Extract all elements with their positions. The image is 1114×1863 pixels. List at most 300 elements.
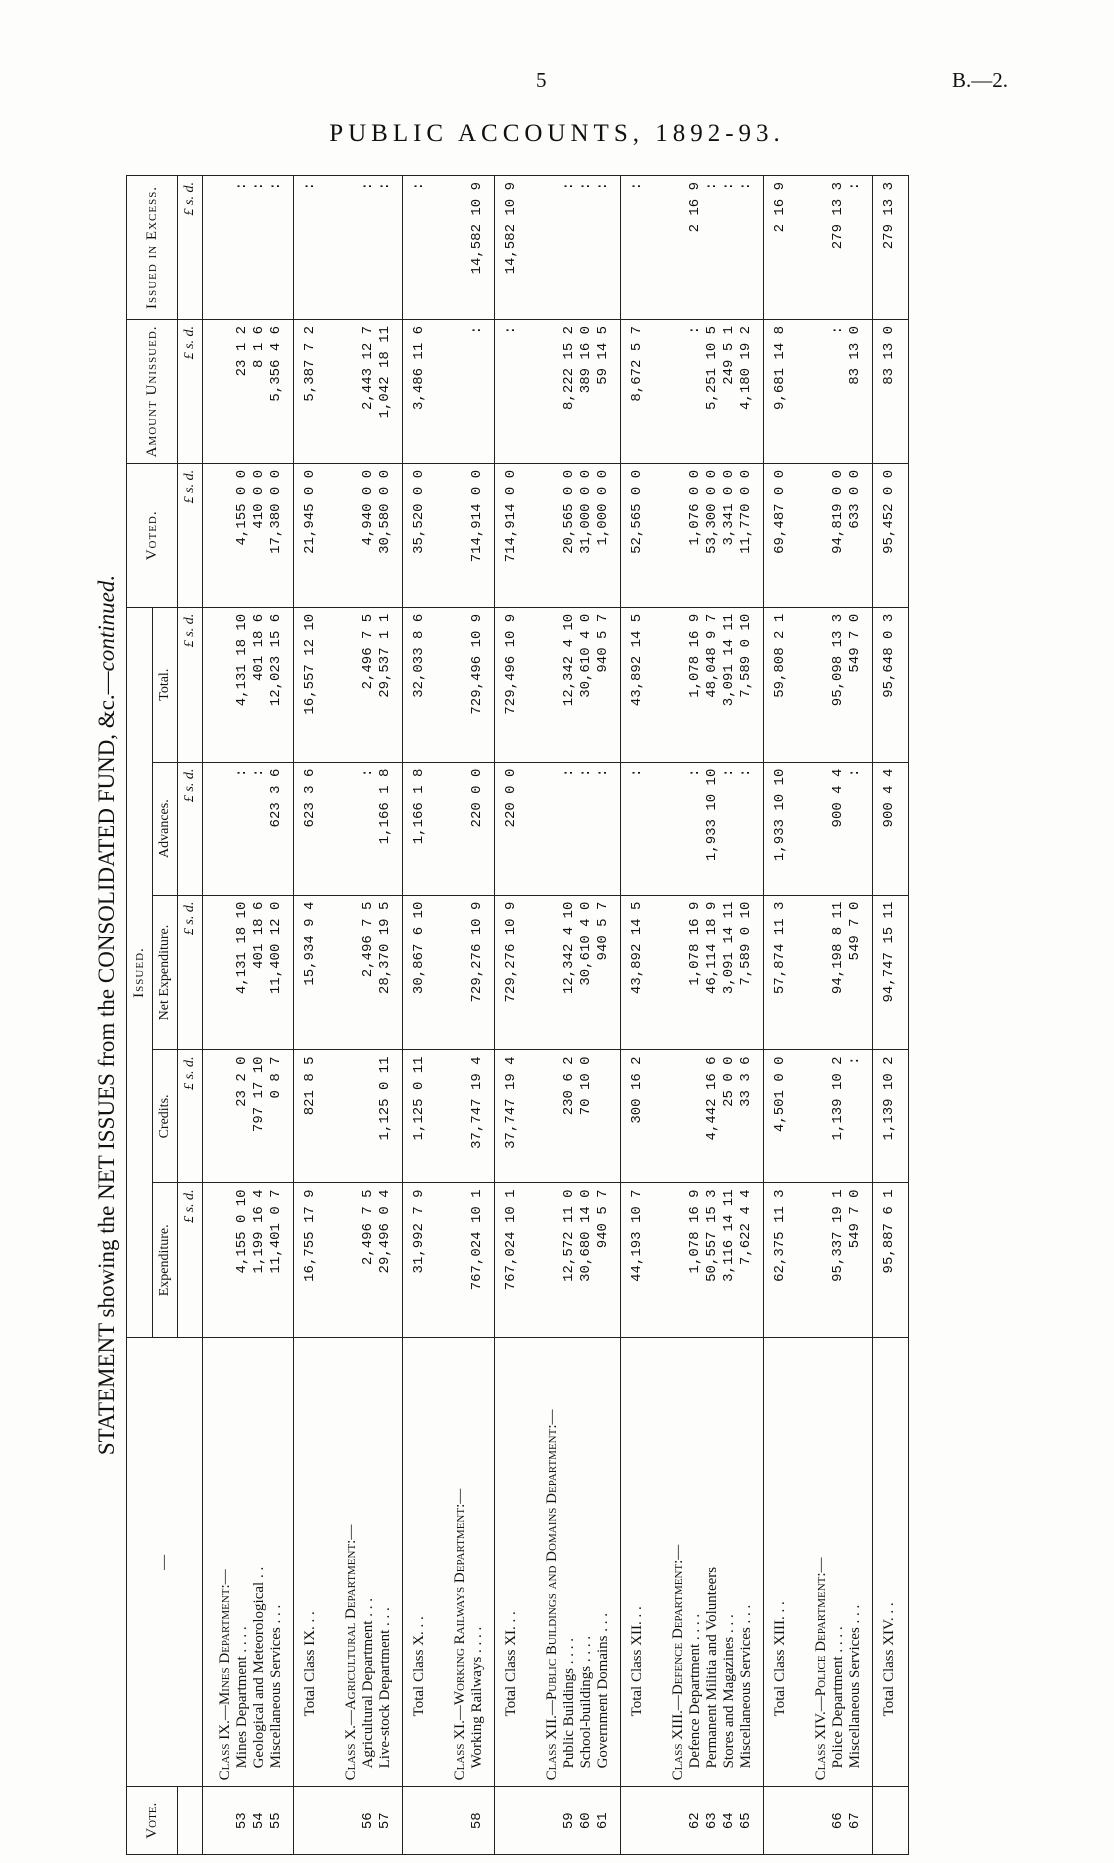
voted-total: 35,520 0 0 [403, 463, 439, 607]
class-section-row [656, 176, 764, 1855]
expenditure-value: 29,496 0 4 [377, 1189, 393, 1274]
total-value: 30,610 4 0 [578, 613, 594, 698]
expenditure-value: 940 5 7 [595, 1189, 611, 1249]
item-label: Government Domains . . . [595, 1613, 611, 1769]
total-value: 4,131 18 10 [234, 613, 250, 707]
item-label: School-buildings . . . . [578, 1635, 594, 1769]
net-cell [438, 895, 495, 1050]
class-total-label: Total Class XIV. . . [873, 1338, 909, 1787]
cell-spacer [813, 470, 830, 601]
cell-spacer [343, 1189, 360, 1331]
expenditure-value: 7,622 4 4 [738, 1189, 754, 1266]
class-section-row [438, 176, 495, 1855]
net-value: 940 5 7 [595, 901, 611, 961]
net-total: 30,867 6 10 [403, 895, 439, 1050]
credits-value: 23 2 0 [234, 1056, 250, 1107]
document-code: B.—2. [951, 68, 1008, 92]
advances-total: 900 4 4 [873, 762, 909, 895]
excess-value: : [268, 182, 284, 191]
credits-value [595, 1056, 612, 1176]
cell-spacer [343, 1056, 360, 1176]
voted-value: 410 0 0 [251, 469, 267, 529]
voted-total: 714,914 0 0 [495, 463, 531, 607]
item-label: Public Buildings . . . . [561, 1637, 577, 1769]
advances-total: 1,166 1 8 [403, 762, 439, 895]
excess-value: : [704, 182, 720, 191]
expenditure-value: 549 7 0 [847, 1189, 863, 1249]
cell-spacer [452, 470, 469, 601]
statement-title [88, 175, 126, 1855]
item-label: Working Railways . . . . [469, 1626, 485, 1769]
vote-number: 60 [578, 1812, 594, 1830]
credits-total: 4,501 0 0 [764, 1050, 800, 1183]
class-title: Class XIV.—Police Department:— [813, 1557, 829, 1781]
class-title: Class X.—Agricultural Department:— [343, 1524, 359, 1781]
item-label: Stores and Magazines . . . [721, 1614, 737, 1769]
units-total: £ s. d. [178, 607, 203, 762]
cell-spacer [813, 1189, 830, 1331]
excess-total: 14,582 10 9 [495, 176, 531, 320]
unissued-total: 83 13 0 [873, 319, 909, 463]
class-section-row [203, 176, 294, 1855]
advances-header: Advances. [153, 762, 178, 895]
voted-total: 69,487 0 0 [764, 463, 800, 607]
cell-spacer [670, 1056, 687, 1176]
item-label: Mines Department . . . . [234, 1626, 250, 1769]
net-value: 46,114 18 9 [704, 901, 720, 995]
vote-numbers [329, 1787, 403, 1855]
expenditure-total: 31,992 7 9 [403, 1183, 439, 1338]
excess-value: 2 16 9 [687, 182, 703, 233]
advances-value: : [251, 768, 267, 778]
voted-cell [656, 463, 764, 607]
unissued-total: 8,672 5 7 [621, 319, 657, 463]
cell-spacer [217, 182, 234, 313]
vote-spacer [343, 1793, 360, 1848]
cell-spacer [813, 614, 830, 756]
net-value: 94,198 8 11 [830, 901, 846, 995]
cell-spacer [217, 1189, 234, 1331]
class-total-label: Total Class XII. . . [621, 1338, 657, 1787]
item-label: Live-stock Department . . . [377, 1607, 393, 1769]
total-header: Total. [153, 607, 178, 762]
net-value: 12,342 4 10 [561, 901, 577, 995]
units-credits: £ s. d. [178, 1050, 203, 1183]
expenditure-total: 62,375 11 3 [764, 1183, 800, 1338]
description-header: — [127, 1338, 203, 1787]
vote-numbers [203, 1787, 294, 1855]
credits-value: 797 17 10 [251, 1056, 267, 1133]
advances-cell [530, 762, 621, 895]
voted-value: 714,914 0 0 [469, 469, 485, 563]
total-value: 95,098 13 3 [830, 613, 846, 707]
expenditure-total: 16,755 17 9 [294, 1183, 330, 1338]
advances-cell [203, 762, 294, 895]
vote-number: 57 [377, 1812, 393, 1830]
cell-spacer [813, 902, 830, 1044]
credits-value: 0 8 7 [268, 1056, 284, 1099]
excess-total: : [403, 176, 439, 320]
cell-spacer [544, 326, 561, 457]
advances-total: 623 3 6 [294, 762, 330, 895]
net-value: 549 7 0 [847, 901, 863, 961]
voted-value: 1,076 0 0 [687, 469, 703, 546]
vote-number: 54 [251, 1812, 267, 1830]
class-total-label: Total Class XIII. . . [764, 1338, 800, 1787]
voted-cell [530, 463, 621, 607]
unissued-total: 9,681 14 8 [764, 319, 800, 463]
class-total-row [621, 176, 657, 1855]
unissued-cell [203, 319, 294, 463]
excess-value: : [360, 182, 376, 191]
credits-value: 4,442 16 6 [704, 1056, 720, 1141]
net-value: 4,131 18 10 [234, 901, 250, 995]
vote-number: 61 [595, 1812, 611, 1830]
net-cell [799, 895, 873, 1050]
excess-value: : [234, 182, 250, 191]
excess-cell [799, 176, 873, 320]
net-total: 15,934 9 4 [294, 895, 330, 1050]
vote-number: 62 [687, 1812, 703, 1830]
unissued-value: 5,251 10 5 [704, 325, 720, 410]
total-vote-blank [294, 1787, 330, 1855]
vote-number: 65 [738, 1812, 754, 1830]
vote-number: 67 [847, 1812, 863, 1830]
unissued-value: 8,222 15 2 [561, 325, 577, 410]
credits-total: 1,139 10 2 [873, 1050, 909, 1183]
unissued-value: 59 14 5 [595, 325, 611, 385]
voted-total: 21,945 0 0 [294, 463, 330, 607]
credits-total: 300 16 2 [621, 1050, 657, 1183]
voted-value: 633 0 0 [847, 469, 863, 529]
cell-spacer [670, 614, 687, 756]
unissued-value: 249 5 1 [721, 325, 737, 385]
class-description [656, 1338, 764, 1787]
cell-spacer [452, 326, 469, 457]
net-total: 43,892 14 5 [621, 895, 657, 1050]
issued-header: Issued. [127, 607, 153, 1337]
cell-spacer [217, 1056, 234, 1176]
units-unissued: £ s. d. [178, 319, 203, 463]
advances-value: : [234, 768, 250, 778]
class-description [799, 1338, 873, 1787]
advances-value: : [360, 768, 376, 778]
cell-spacer [343, 326, 360, 457]
cell-spacer [670, 326, 687, 457]
vote-header: Vote. [127, 1787, 178, 1855]
unissued-value: 1,042 18 11 [377, 325, 393, 419]
class-title: Class XIII.—Defence Department:— [670, 1544, 686, 1781]
class-title: Class IX.—Mines Department:— [217, 1569, 233, 1781]
total-value: 29,537 1 1 [377, 613, 393, 698]
expenditure-cell [329, 1183, 403, 1338]
statement-title-main: STATEMENT showing the NET ISSUES from the CONSOLIDATED FUND, &c.— [94, 671, 119, 1456]
total-cell [203, 607, 294, 762]
total-cell [530, 607, 621, 762]
advances-value: : [578, 768, 594, 778]
cell-spacer [217, 614, 234, 756]
class-total-row [403, 176, 439, 1855]
class-total-row [873, 176, 909, 1855]
expenditure-value: 4,155 0 10 [234, 1189, 250, 1274]
unissued-total: 5,387 7 2 [294, 319, 330, 463]
cell-spacer [544, 769, 561, 889]
total-value: 12,342 4 10 [561, 613, 577, 707]
excess-cell [438, 176, 495, 320]
expenditure-cell [203, 1183, 294, 1338]
net-expenditure-header: Net Expenditure. [153, 895, 178, 1050]
voted-value: 17,380 0 0 [268, 469, 284, 554]
excess-value: : [251, 182, 267, 191]
total-total: 16,557 12 10 [294, 607, 330, 762]
cell-spacer [544, 182, 561, 313]
credits-cell [656, 1050, 764, 1183]
excess-cell [203, 176, 294, 320]
expenditure-value: 11,401 0 7 [268, 1189, 284, 1274]
excess-value: : [578, 182, 594, 191]
credits-value: 1,125 0 11 [377, 1056, 393, 1141]
advances-cell [329, 762, 403, 895]
vote-number: 64 [721, 1812, 737, 1830]
unissued-value: : [830, 325, 846, 335]
class-total-label: Total Class X. . . [403, 1338, 439, 1787]
credits-value: 37,747 19 4 [469, 1056, 485, 1149]
class-total-row [764, 176, 800, 1855]
net-cell [203, 895, 294, 1050]
total-vote-blank [495, 1787, 531, 1855]
class-description [203, 1338, 294, 1787]
excess-value: : [738, 182, 754, 191]
total-value: 12,023 15 6 [268, 613, 284, 707]
unissued-total: : [495, 319, 531, 463]
cell-spacer [544, 902, 561, 1044]
excess-total: 2 16 9 [764, 176, 800, 320]
cell-spacer [343, 614, 360, 756]
unissued-total: 3,486 11 6 [403, 319, 439, 463]
units-net: £ s. d. [178, 895, 203, 1050]
total-total: 32,033 8 6 [403, 607, 439, 762]
page-number: 5 [536, 68, 547, 92]
net-value: 729,276 10 9 [469, 901, 485, 1003]
total-cell [656, 607, 764, 762]
class-section-row [799, 176, 873, 1855]
voted-value: 53,300 0 0 [704, 469, 720, 554]
vote-numbers [530, 1787, 621, 1855]
credits-value: 70 10 0 [578, 1056, 594, 1116]
net-total: 94,747 15 11 [873, 895, 909, 1050]
unissued-cell [656, 319, 764, 463]
excess-cell [530, 176, 621, 320]
cell-spacer [217, 769, 234, 889]
class-total-row [495, 176, 531, 1855]
cell-spacer [813, 1056, 830, 1176]
voted-value: 20,565 0 0 [561, 469, 577, 554]
unissued-value: 4,180 19 2 [738, 325, 754, 410]
credits-total: 821 8 5 [294, 1050, 330, 1183]
page-title: PUBLIC ACCOUNTS, 1892-93. [329, 120, 785, 147]
credits-cell [438, 1050, 495, 1183]
total-value: 401 18 6 [251, 613, 267, 681]
net-total: 729,276 10 9 [495, 895, 531, 1050]
total-value: 729,496 10 9 [469, 613, 485, 715]
credits-value [687, 1056, 704, 1176]
credits-value [360, 1056, 377, 1176]
credits-value: 33 3 6 [738, 1056, 754, 1107]
net-value: 28,370 19 5 [377, 901, 393, 995]
net-value: 2,496 7 5 [360, 901, 376, 978]
unissued-value: 83 13 0 [847, 325, 863, 385]
total-cell [799, 607, 873, 762]
voted-cell [438, 463, 495, 607]
cell-spacer [670, 902, 687, 1044]
vote-number: 63 [704, 1812, 720, 1830]
advances-cell [656, 762, 764, 895]
credits-cell [203, 1050, 294, 1183]
units-vote [178, 1787, 203, 1855]
net-cell [656, 895, 764, 1050]
excess-value: : [847, 182, 863, 191]
advances-value: 1,933 10 10 [704, 768, 720, 862]
net-value: 7,589 0 10 [738, 901, 754, 986]
credits-value: 25 0 0 [721, 1056, 737, 1107]
net-total: 57,874 11 3 [764, 895, 800, 1050]
net-cell [530, 895, 621, 1050]
cell-spacer [217, 902, 234, 1044]
advances-total: : [621, 762, 657, 895]
credits-cell [329, 1050, 403, 1183]
class-total-row [294, 176, 330, 1855]
cell-spacer [343, 182, 360, 313]
advances-value: : [738, 768, 754, 778]
expenditure-total: 95,887 6 1 [873, 1183, 909, 1338]
advances-total: 1,933 10 10 [764, 762, 800, 895]
expenditure-value: 1,078 16 9 [687, 1189, 703, 1274]
cell-spacer [670, 1189, 687, 1331]
voted-value: 94,819 0 0 [830, 469, 846, 554]
expenditure-value: 2,496 7 5 [360, 1189, 376, 1266]
net-value: 30,610 4 0 [578, 901, 594, 986]
item-label: Defence Department . . . . [687, 1613, 703, 1769]
unissued-value: 389 16 0 [578, 325, 594, 394]
expenditure-header: Expenditure. [153, 1183, 178, 1338]
item-label: Miscellaneous Services . . . [268, 1604, 284, 1769]
net-value: 401 18 6 [251, 901, 267, 969]
cell-spacer [544, 1189, 561, 1331]
voted-value: 4,155 0 0 [234, 469, 250, 546]
unissued-value: : [469, 325, 485, 335]
cell-spacer [544, 470, 561, 601]
cell-spacer [343, 769, 360, 889]
excess-value: : [377, 182, 393, 191]
excess-value: : [721, 182, 737, 191]
vote-numbers [799, 1787, 873, 1855]
advances-value: 623 3 6 [268, 768, 284, 828]
expenditure-value: 12,572 11 0 [561, 1189, 577, 1282]
total-vote-blank [873, 1787, 909, 1855]
unissued-value: : [687, 325, 703, 335]
advances-value: 1,166 1 8 [377, 768, 393, 845]
excess-value: : [561, 182, 577, 191]
expenditure-value: 767,024 10 1 [469, 1189, 485, 1291]
total-cell [329, 607, 403, 762]
net-value: 1,078 16 9 [687, 901, 703, 986]
vote-spacer [670, 1793, 687, 1848]
cell-spacer [343, 902, 360, 1044]
voted-cell [329, 463, 403, 607]
expenditure-value: 30,680 14 0 [578, 1189, 594, 1282]
credits-total: 1,125 0 11 [403, 1050, 439, 1183]
cell-spacer [544, 1056, 561, 1176]
statement-body [203, 176, 909, 1855]
units-excess: £ s. d. [178, 176, 203, 320]
rotated-statement [88, 175, 1018, 1855]
unissued-value: 5,356 4 6 [268, 325, 284, 402]
total-value: 1,078 16 9 [687, 613, 703, 698]
total-total: 43,892 14 5 [621, 607, 657, 762]
cell-spacer [813, 769, 830, 889]
credits-cell [530, 1050, 621, 1183]
total-value: 549 7 0 [847, 613, 863, 673]
vote-spacer [544, 1793, 561, 1848]
total-total: 59,808 2 1 [764, 607, 800, 762]
voted-cell [203, 463, 294, 607]
statement-title-continued: continued. [94, 574, 119, 672]
units-expenditure: £ s. d. [178, 1183, 203, 1338]
unissued-value: 8 1 6 [251, 325, 267, 368]
class-title: Class XI.—Working Railways Department:— [452, 1488, 468, 1781]
voted-value: 1,000 0 0 [595, 469, 611, 546]
excess-cell [656, 176, 764, 320]
class-section-row [329, 176, 403, 1855]
cell-spacer [813, 326, 830, 457]
excess-header: Issued in Excess. [127, 176, 178, 320]
advances-value: : [595, 768, 611, 778]
net-cell [329, 895, 403, 1050]
voted-value: 30,580 0 0 [377, 469, 393, 554]
advances-value: 900 4 4 [830, 768, 846, 828]
cell-spacer [670, 182, 687, 313]
item-label: Permanent Militia and Volunteers [704, 1566, 720, 1769]
advances-cell [799, 762, 873, 895]
advances-value: : [561, 768, 577, 778]
credits-value: : [847, 1056, 863, 1065]
expenditure-value: 1,199 16 4 [251, 1189, 267, 1274]
item-label: Police Department . . . . [830, 1626, 846, 1769]
total-vote-blank [403, 1787, 439, 1855]
total-value: 2,496 7 5 [360, 613, 376, 690]
vote-number: 59 [561, 1812, 577, 1830]
cell-spacer [452, 902, 469, 1044]
units-advances: £ s. d. [178, 762, 203, 895]
voted-total: 52,565 0 0 [621, 463, 657, 607]
expenditure-value: 95,337 19 1 [830, 1189, 846, 1282]
excess-value: 279 13 3 [830, 182, 846, 250]
excess-total: : [621, 176, 657, 320]
cell-spacer [670, 769, 687, 889]
voted-header: Voted. [127, 463, 178, 607]
vote-number: 53 [234, 1812, 250, 1830]
excess-total: : [294, 176, 330, 320]
total-vote-blank [621, 1787, 657, 1855]
unissued-header: Amount Unissued. [127, 319, 178, 463]
total-vote-blank [764, 1787, 800, 1855]
cell-spacer [217, 470, 234, 601]
cell-spacer [452, 769, 469, 889]
unissued-cell [329, 319, 403, 463]
class-total-label: Total Class XI. . . [495, 1338, 531, 1787]
voted-total: 95,452 0 0 [873, 463, 909, 607]
excess-value: 14,582 10 9 [469, 182, 485, 275]
